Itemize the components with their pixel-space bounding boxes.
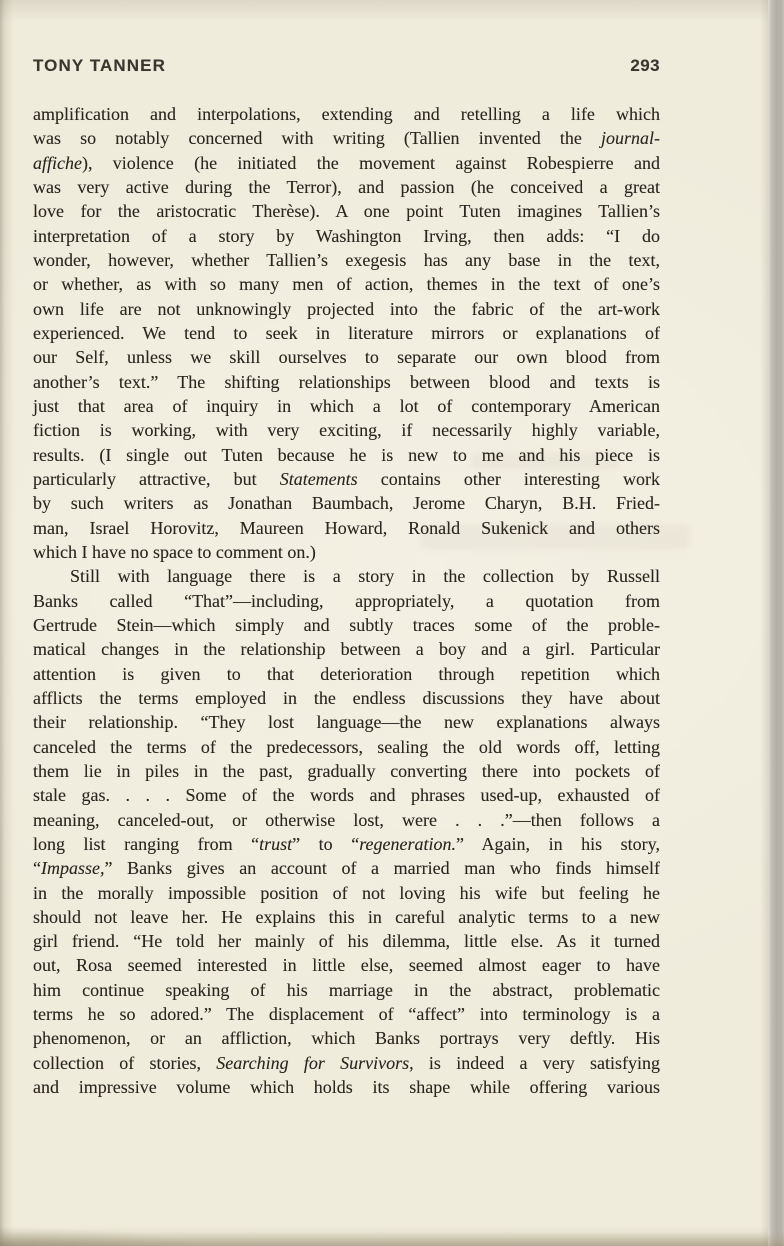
text-line [33,637,660,661]
text-segment: phenomenon, or an affliction, which Banks portrays very deftly. His [33,1028,660,1049]
text-segment: ), violence (he initiated the movement against Robespierre and [81,152,660,173]
text-segment: terms he so adored.” The displacement of “affect” into terminology is a [33,1004,660,1025]
text-line [33,613,660,637]
text-line [33,662,660,686]
text-segment: their relationship. “They lost language—the new explanations always [33,712,660,733]
text-segment: ” Banks gives an account of a married man who finds himself [104,858,660,879]
text-line [33,1026,660,1050]
text-segment: amplification and interpolations, extending and retelling a life which [33,104,660,124]
text-line [33,929,660,953]
italic-text-segment: affiche [33,152,82,173]
text-segment: ” Again, in his story, [456,833,660,854]
text-line [33,345,660,369]
text-line [33,686,660,710]
page-edge-shadow-soft [760,0,768,1246]
italic-text-segment: Impasse, [41,858,105,879]
text-segment: stale gas. . . . Some of the words and phrases used-up, exhausted of [33,785,660,806]
text-segment: was very active during the Terror), and passion (he conceived a great [33,176,660,197]
text-segment: matical changes in the relationship between a boy and a girl. Particular [33,639,660,660]
text-line [33,953,660,977]
text-segment: Gertrude Stein—which simply and subtly traces some of the proble- [33,614,660,635]
text-segment: attention is given to that deterioration through repetition which [33,663,660,684]
text-segment: meaning, canceled-out, or otherwise lost, were . . .”—then follows a [33,809,660,830]
text-line [33,540,660,564]
text-line [33,151,660,175]
text-segment: love for the aristocratic Therèse). A one point Tuten imagines Tallien’s [33,201,660,222]
text-line [33,759,660,783]
running-header [33,56,660,76]
text-line [33,175,660,199]
text-line [33,735,660,759]
text-segment: another’s text.” The shifting relationships between blood and texts is [33,371,660,392]
italic-text-segment: Statements [279,468,358,489]
text-segment: collection of stories, [33,1052,217,1073]
text-line [33,808,660,832]
text-segment: our Self, unless we skill ourselves to separate our own blood from [33,347,660,368]
text-segment: girl friend. “He told her mainly of his dilemma, little else. As it turned [33,931,660,952]
page-edge-shadow [768,0,784,1246]
text-line [33,126,660,150]
text-line [33,978,660,1002]
text-segment: was so notably concerned with writing (Tallien invented the [33,128,601,149]
text-segment: experienced. We tend to seek in literature mirrors or explanations of [33,322,660,343]
text-segment: or whether, as with so many men of action, themes in the text of one’s [33,274,660,295]
bottom-edge-shadow [0,1232,784,1246]
text-segment: them lie in piles in the past, gradually converting there into pockets of [33,760,660,781]
italic-text-segment: journal- [600,128,660,149]
text-segment: him continue speaking of his marriage in the abstract, problematic [33,979,660,1000]
text-line [33,199,660,223]
text-segment: Banks called “That”—including, appropriately, a quotation from [33,590,660,611]
text-segment: by such writers as Jonathan Baumbach, Jerome Charyn, B.H. Fried- [33,493,660,514]
text-line [33,491,660,515]
text-segment: fiction is working, with very exciting, if necessarily highly variable, [33,420,660,441]
page-body [33,102,660,1099]
text-line [33,905,660,929]
text-segment: Still with language there is a story in the collection by Russell [70,566,660,587]
text-line [33,272,660,296]
author-name: TONY TANNER [33,56,167,75]
text-line [33,783,660,807]
text-segment: which I have no space to comment on.) [33,541,316,562]
text-segment: should not leave her. He explains this in careful analytic terms to a new [33,906,660,927]
text-line [33,418,660,442]
text-line [33,710,660,734]
page-number: 293 [630,56,660,75]
text-segment: “ [33,858,41,879]
text-line [33,856,660,880]
text-segment: ” to “ [292,833,360,854]
text-segment: in the morally impossible position of not loving his wife but feeling he [33,882,660,903]
text-line [33,394,660,418]
text-line [33,881,660,905]
text-segment: out, Rosa seemed interested in little else, seemed almost eager to have [33,955,660,976]
text-line [33,248,660,272]
text-line [33,832,660,856]
text-line [33,224,660,248]
text-segment: wonder, however, whether Tallien’s exegesis has any base in the text, [33,249,660,270]
text-segment: is indeed a very satisfying [413,1052,660,1073]
text-line [33,1051,660,1075]
italic-text-segment: regeneration. [359,833,457,854]
text-segment: afflicts the terms employed in the endless discussions they have about [33,687,660,708]
text-segment: just that area of inquiry in which a lot of contemporary American [33,395,660,416]
text-line [33,589,660,613]
italic-text-segment: trust [259,833,293,854]
italic-text-segment: Searching for Survivors, [216,1052,414,1073]
text-line [33,443,660,467]
text-segment: long list ranging from “ [33,833,260,854]
text-line [33,102,660,126]
text-segment: results. (I single out Tuten because he is new to me and his piece is [33,444,660,465]
text-segment: canceled the terms of the predecessors, sealing the old words off, letting [33,736,660,757]
text-line [33,321,660,345]
text-line [33,516,660,540]
text-line [33,467,660,491]
text-line [33,564,660,588]
text-segment: own life are not unknowingly projected into the fabric of the art-work [33,298,660,319]
text-line [33,297,660,321]
text-line [33,1002,660,1026]
text-line [33,370,660,394]
text-segment: contains other interesting work [357,468,660,489]
text-segment: particularly attractive, but [33,468,280,489]
text-segment: interpretation of a story by Washington Irving, then adds: “I do [33,225,660,246]
text-line [33,1075,660,1099]
text-segment: man, Israel Horovitz, Maureen Howard, Ronald Sukenick and others [33,517,660,538]
text-segment: and impressive volume which holds its shape while offering various [33,1077,660,1098]
